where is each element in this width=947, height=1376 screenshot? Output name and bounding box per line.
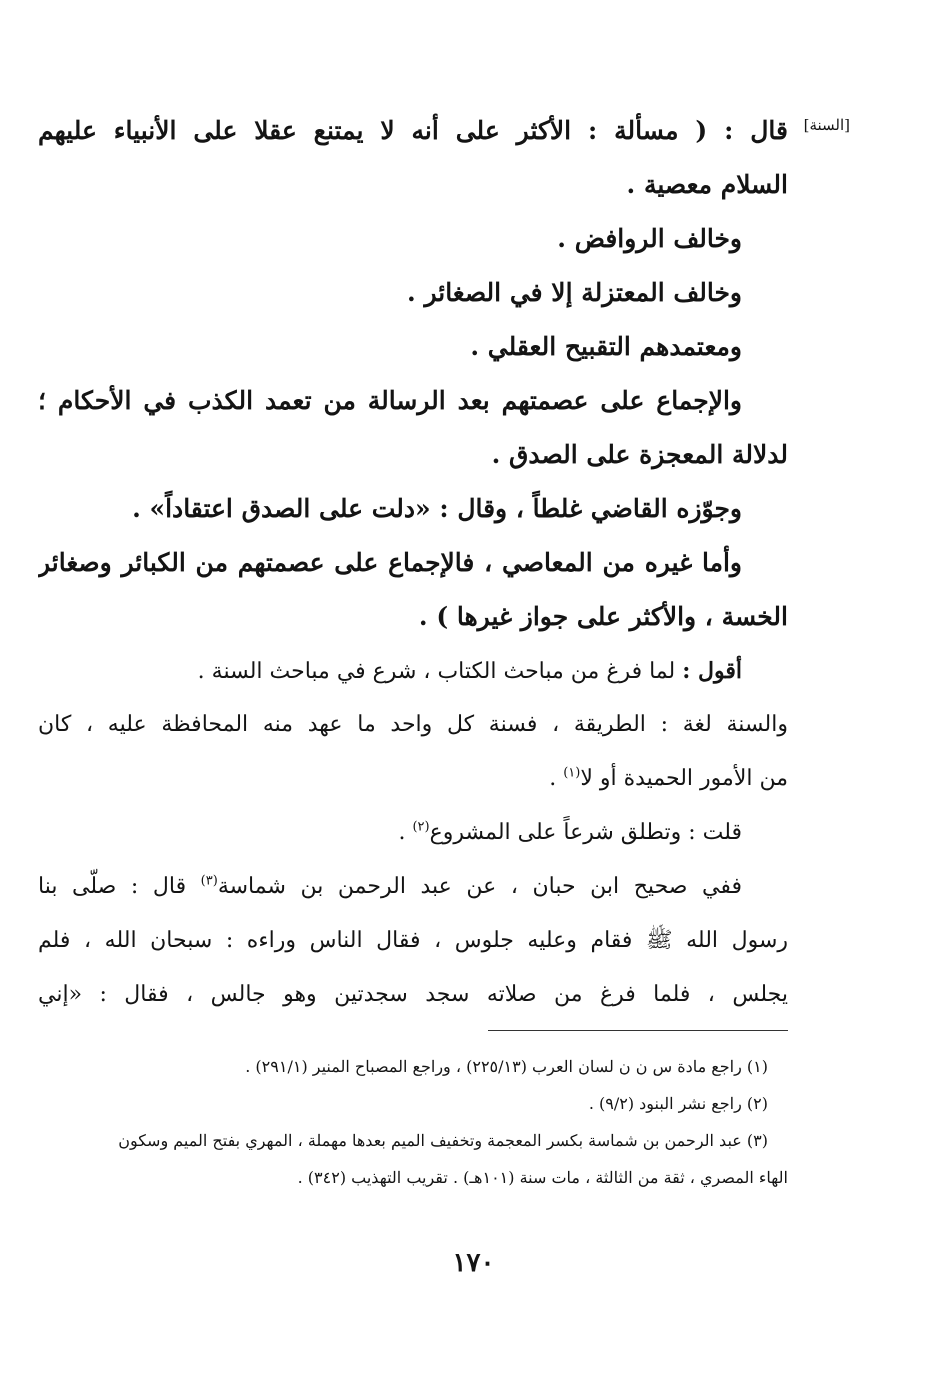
- sharh-line-3-end: .: [549, 766, 564, 791]
- footnotes: [38, 1048, 788, 1196]
- matn-line-1-text: ( مسألة : الأكثر على أنه لا يمتنع عقلا على الأنبياء عليهم: [38, 116, 708, 145]
- sharh-line-4-text: قلت : وتطلق شرعاً على المشروع: [429, 820, 742, 845]
- footnote-divider: [488, 1030, 788, 1031]
- matn-line-7: لدلالة المعجزة على الصدق .: [491, 440, 788, 469]
- footnote-3-line-1: (٣) عبد الرحمن بن شماسة بكسر المعجمة وتخفيف الميم بعدها مهملة ، المهري بفتح الميم وسكون: [118, 1131, 768, 1150]
- matn-line-10: الخسة ، والأكثر على جواز غيرها ) .: [418, 602, 788, 631]
- matn-line-5: ومعتمدهم التقبيح العقلي .: [470, 332, 742, 361]
- sharh-line-5-text-a: ففي صحيح ابن حبان ، عن عبد الرحمن بن شماسة: [217, 874, 742, 899]
- main-text: [38, 104, 788, 1022]
- sharh-line-4-end: .: [398, 820, 413, 845]
- footnote-ref-3: (٣): [200, 873, 218, 889]
- page-number: ١٧٠: [452, 1248, 495, 1278]
- sharh-line-5: [38, 860, 788, 914]
- matn-line-6: والإجماع على عصمتهم بعد الرسالة من تعمد الكذب في الأحكام ؛: [38, 386, 742, 415]
- footnote-1: (١) راجع مادة س ن ن لسان العرب (٢٢٥/١٣) ، وراجع المصباح المنير (٢٩١/١) .: [245, 1057, 768, 1076]
- matn-line-4: وخالف المعتزلة إلا في الصغائر .: [407, 278, 742, 307]
- footnote-ref-2: (٢): [412, 819, 430, 835]
- footnote-2: (٢) راجع نشر البنود (٩/٢) .: [588, 1094, 768, 1113]
- sharh-line-6: رسول الله ﷺ فقام وعليه جلوس ، فقال الناس وراءه : سبحان الله ، فلم: [38, 928, 788, 953]
- matn-line-2: السلام معصية .: [626, 170, 788, 199]
- margin-note-sunna: [السنة]: [803, 116, 850, 134]
- footnote-ref-1: (١): [563, 765, 581, 781]
- sharh-line-1-text: لما فرغ من مباحث الكتاب ، شرع في مباحث السنة .: [197, 659, 676, 684]
- sharh-lead-word: أقول :: [682, 658, 742, 684]
- sharh-line-3: [38, 752, 788, 806]
- sharh-line-2: والسنة لغة : الطريقة ، فسنة كل واحد ما عهد منه المحافظة عليه ، كان: [38, 712, 788, 737]
- matn-line-1: [38, 104, 788, 158]
- footnote-3-line-2: الهاء المصري ، ثقة من الثالثة ، مات سنة (١٠١هـ) . تقريب التهذيب (٣٤٢) .: [297, 1168, 788, 1187]
- matn-line-3: وخالف الروافض .: [557, 224, 742, 253]
- matn-line-9: وأما غيره من المعاصي ، فالإجماع على عصمتهم من الكبائر وصغائر: [38, 548, 742, 577]
- sharh-line-7: يجلس ، فلما فرغ من صلاته سجد سجدتين وهو جالس ، فقال : «إني: [38, 982, 788, 1007]
- sharh-line-4: [38, 806, 788, 860]
- matn-lead-word: قال :: [724, 116, 788, 145]
- sharh-line-5-text-b: قال : صلّى بنا: [38, 874, 201, 899]
- sharh-line-3-text: من الأمور الحميدة أو لا: [580, 766, 788, 791]
- matn-line-8: وجوّزه القاضي غلطاً ، وقال : «دلت على الصدق اعتقاداً» .: [132, 494, 742, 523]
- sharh-line-1: [38, 644, 788, 698]
